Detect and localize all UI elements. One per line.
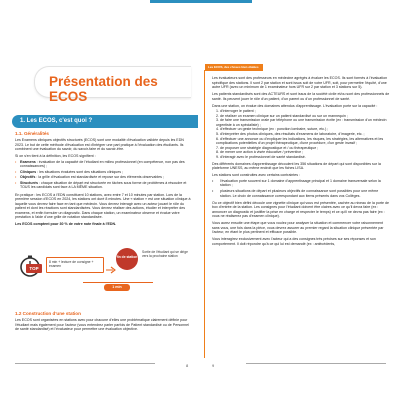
list-item: 4. d'effectuer un geste technique (ex : ponction lombaire, suture, etc.) ; — [216, 127, 329, 132]
top-color-strip — [150, 0, 200, 3]
subheading-construction: 1.2 Construction d'une station — [15, 311, 81, 316]
page-footer-rule — [246, 363, 386, 364]
side-note: Sortie de l'étudiant qui se dirige vers la prochaine station — [142, 250, 188, 258]
timing-box-left: 8 min + lecture de consigne + examen — [46, 257, 104, 273]
page-footer-rule — [15, 363, 155, 364]
arrow-right-icon — [106, 261, 116, 279]
section-title-bar — [12, 115, 198, 128]
chapter-title-banner — [34, 66, 191, 104]
list-item: • Structurés : chaque situation de départ est structurée en tâches sous forme de problèmes à résoudre et TOUS les candidats sont face à LA MÊME situation. — [15, 181, 193, 190]
paragraph: Dans une station, on évalue des domaines attendus d'apprentissage. L'évaluation porte sur la capacité : — [212, 103, 378, 108]
top-badge: TOP — [26, 264, 42, 273]
page-number: 9 — [212, 363, 215, 368]
list-item: 6. d'effectuer une annonce ou d'expliquer les indications, les risques, les stratégies, les alternatives et les complications potentielles d'un projet thérapeutique, d'une procédure, d'un geste invasif ; — [216, 136, 384, 146]
list-item: 9. d'interagir avec le professionnel de santé standardisé. — [216, 154, 306, 159]
section-title: 1. Les ECOS, c'est quoi ? — [20, 117, 93, 124]
paragraph: Les Examens cliniques objectifs structurés (ECOS) sont une modalité d'évaluation validée depuis les EDN 2023. Le but de cette méthode d'évaluation est d'intégrer une part pratique à l'évaluation des étudiants. Ils combinent une évaluation du savoir, du savoir-faire et du savoir-être. — [15, 138, 184, 152]
paragraph: Les patients standardisés sont des ACTEURS et sont issus de la société civile et/ou sont des professionnels de santé. Ils peuvent jouer le rôle d'un patient, d'un parent ou d'un professionnel de santé. — [212, 92, 390, 101]
list-item: 1. d'interroger le patient ; — [216, 109, 256, 114]
paragraph: Vous interagirez exclusivement avec l'acteur qui a des consignes très précises sur ses réponses et son comportement. Il doit répondre qu'à ce qui lui est demandé (ex : antécédents, — [212, 237, 376, 246]
left-body-2 — [15, 312, 193, 334]
right-body — [212, 76, 390, 249]
list-item: 2. de réaliser un examen clinique sur un patient standardisé ou sur un mannequin ; — [216, 113, 348, 118]
station-timing-diagram — [18, 240, 196, 302]
paragraph: Si on s'en tient à la définition, les ECOS signifient : — [15, 154, 96, 159]
list-item: 3. de faire une transmission orale par téléphone ou une transmission écrite (ex : transmission d'un médecin urgentiste à un spécialiste) ; — [216, 118, 387, 127]
time-badge: 1 min — [104, 284, 130, 291]
paragraph: Les stations sont construites avec certains contraintes : — [212, 173, 301, 178]
running-header-tag: Les ECOS, des choses bien étalées — [205, 64, 263, 71]
paragraph: Les évaluateurs sont des professeurs en médecine agrégés à évaluer les ECOS. Ils sont formés à l'évaluation spécifique des stations. Il sont 2 par station et sont issus soit de votre UFR, soit, pour permettre l'équité, d'une autre UFR (avec un minimum de 1 examinateur hors UFR sur 2 par station et 3 stations sur 5). — [212, 76, 388, 90]
list-item: • Examens : évaluation de la capacité de l'étudiant en milieu professionnel (en compétence, non pas des connaissances) ; — [15, 160, 193, 169]
paragraph: Vous aurez ensuite une étape que vous voulez pour analyser la situation et commencer votre raisonnement sans vous, une fois dans la pièce, vous devrez assurer au premier regard la situation clinique présentée par l'acteur, en étant le plus pertinent et efficace possible. — [212, 221, 384, 235]
list-item: • Objectifs : la grille d'évaluation est standardisée et repose sur des éléments observables ; — [15, 175, 193, 180]
end-station-badge: fin de station — [116, 248, 138, 270]
chapter-title: Présentation des ECOS — [49, 74, 158, 104]
margin-rule — [204, 70, 205, 358]
paragraph-emphasis: Les ECOS comptent pour 30 % de votre note finale à l'EDN. — [15, 222, 117, 227]
left-body — [15, 132, 193, 229]
list-item: 8. de mener une action à visée éducative / préventive ; — [216, 150, 304, 155]
list-item: • Cliniques : les situations évaluées sont des situations cliniques ; — [15, 170, 193, 175]
list-item: 7. de proposer une stratégie diagnostique et / ou thérapeutique ; — [216, 145, 319, 150]
list-item: • plusieurs situations de départ et plusieurs objectifs de connaissance sont possibles pour une même station. Le choix de connaissance correspondant aux items présents dans vos Collèges. — [212, 189, 390, 198]
top-color-strip — [200, 0, 252, 3]
paragraph: En pratique : les ECOS à l'EDN constituent 10 stations, avec entre 7 et 10 minutes par station. Lors de la première session d'ECOS en 2024, les stations ont duré 8 minutes. Une « station » est une situation clinique à laquelle vous devrez faire face en tant que médecin. Vous devrez interagir avec un acteur jouant le rôle du patient et dont les réactions sont standardisées. Vous devrez réaliser des actions, étudier et interpréter des examens, et enfin formuler un diagnostic. Dans chaque station, un examinateur observe et évalue votre prestation à l'aide d'une grille de notation standardisée. — [15, 192, 191, 220]
list-item: • l'évaluation porte souvent sur 1 domaine d'apprentissage principal et 1 domaine transversale selon la station ; — [212, 179, 390, 188]
page-number: 8 — [186, 363, 189, 368]
paragraph: Les ECOS sont organisées en stations avec pour chacune d'elles une problématique clairement définie pour l'étudiant mais également pour l'acteur (vous entendrez parler parfois de Patient standardisé ou de Personnel de santé standardisé) et l'évaluateur pour permettre une évaluation objective. — [15, 318, 189, 332]
paragraph: Des différents domaines d'apprentissage découlent les 356 situations de départ qui sont disponibles sur la plateforme UNESS, au même endroit que les fiches LISA. — [212, 161, 381, 171]
paragraph: Ou ce objectif bien défini découle une vignette clinique qui vous est présentée, cachée au niveau de la porte de box d'entrée de la station. Les consignes pour l'étudiant doivent être claires avec ce qu'il devra faire (ex : annoncer un diagnostic et justifier la prise en charge et respecter le temps) et ce qu'il ne devra pas faire (ex : vous ne réaliserez pas d'examen clinique). — [212, 200, 390, 219]
subheading-generalites: 1.1. Généralités — [15, 131, 49, 136]
list-item: 5. d'interpréter des photos cliniques, des résultats d'examens de laboratoire, d'imagerie, etc. ; — [216, 132, 365, 137]
